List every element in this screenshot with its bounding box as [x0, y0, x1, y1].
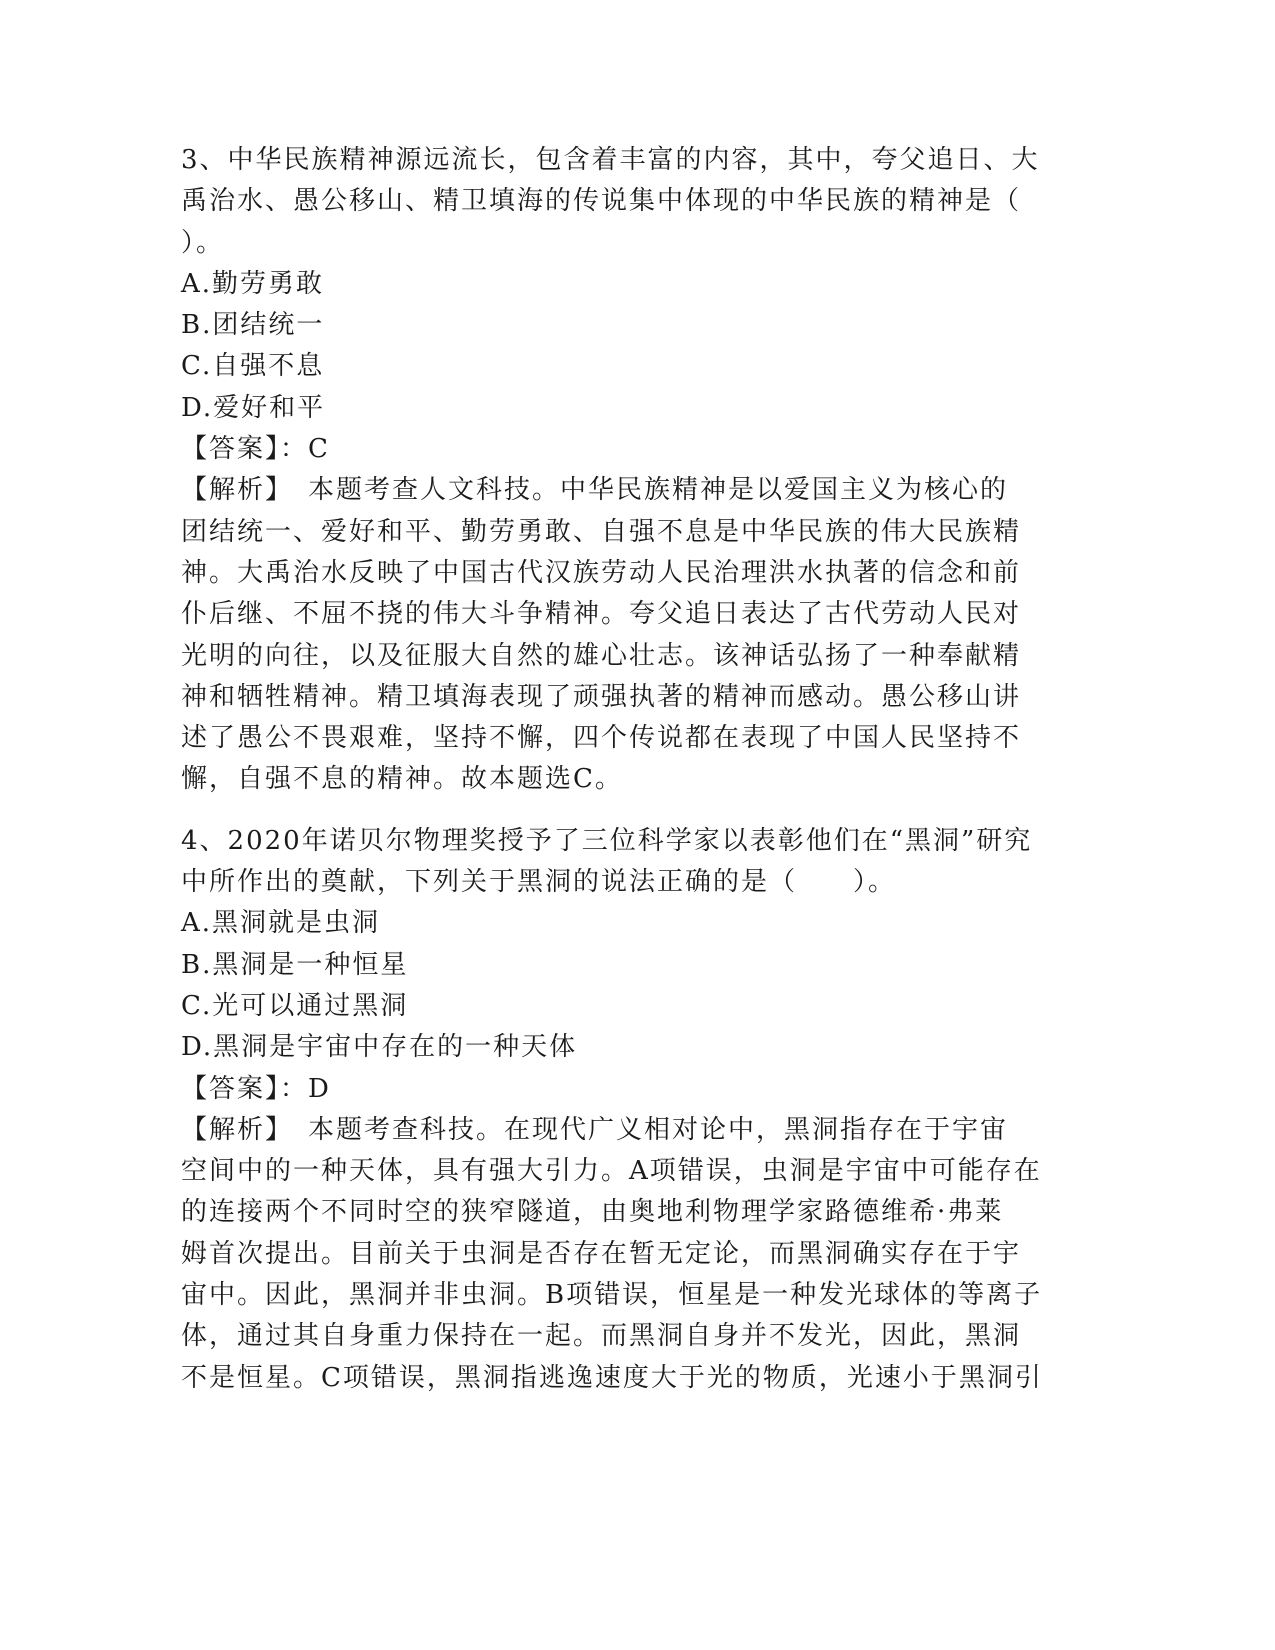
option-c: C.自强不息: [181, 351, 325, 382]
option-b: B.团结统一: [181, 310, 325, 341]
question-3: [181, 140, 1041, 801]
analysis-line: 【解析】 本题考查科技。在现代广义相对论中，黑洞指存在于宇宙: [181, 1114, 1009, 1145]
analysis-line: 宙中。因此，黑洞并非虫洞。B项错误，恒星是一种发光球体的等离子: [181, 1280, 1043, 1311]
question-stem-line: 3、中华民族精神源远流长，包含着丰富的内容，其中，夸父追日、大: [181, 145, 1040, 175]
analysis-line: 不是恒星。C项错误，黑洞指逃逸速度大于光的物质，光速小于黑洞引: [181, 1362, 1043, 1393]
analysis-line: 的连接两个不同时空的狭窄隧道，由奥地利物理学家路德维希·弗莱: [181, 1197, 1004, 1228]
question-stem-line: 禹治水、愚公移山、精卫填海的传说集中体现的中华民族的精神是（: [181, 186, 1022, 217]
option-d: D.黑洞是宇宙中存在的一种天体: [181, 1032, 578, 1063]
analysis-line: 仆后继、不屈不挠的伟大斗争精神。夸父追日表达了古代劳动人民对: [181, 599, 1022, 630]
option-a: A.勤劳勇敢: [181, 268, 325, 299]
answer-line: 【答案】：C: [181, 434, 330, 465]
question-stem-line: 4、2020年诺贝尔物理奖授予了三位科学家以表彰他们在“黑洞”研究: [181, 825, 1033, 856]
analysis-line: 懈，自强不息的精神。故本题选C。: [181, 764, 623, 795]
answer-line: 【答案】：D: [181, 1073, 331, 1104]
document-page: [181, 140, 1041, 1399]
analysis-line: 神和牺牲精神。精卫填海表现了顽强执著的精神而感动。愚公移山讲: [181, 681, 1022, 712]
question-stem-line: ）。: [181, 227, 225, 258]
analysis-line: 体，通过其自身重力保持在一起。而黑洞自身并不发光，因此，黑洞: [181, 1321, 1022, 1352]
analysis-line: 【解析】 本题考查人文科技。中华民族精神是以爱国主义为核心的: [181, 475, 1009, 506]
question-stem-line: 中所作出的奠献，下列关于黑洞的说法正确的是（ ）。: [181, 867, 897, 898]
analysis-line: 空间中的一种天体，具有强大引力。A项错误，虫洞是宇宙中可能存在: [181, 1156, 1042, 1187]
option-c: C.光可以通过黑洞: [181, 990, 409, 1021]
analysis-line: 述了愚公不畏艰难，坚持不懈，四个传说都在表现了中国人民坚持不: [181, 723, 1022, 754]
question-spacer: [181, 801, 1041, 821]
option-a: A.黑洞就是虫洞: [181, 908, 381, 939]
analysis-line: 神。大禹治水反映了中国古代汉族劳动人民治理洪水执著的信念和前: [181, 557, 1022, 588]
question-4: [181, 821, 1041, 1399]
option-b: B.黑洞是一种恒星: [181, 949, 409, 980]
analysis-line: 姆首次提出。目前关于虫洞是否存在暂无定论，而黑洞确实存在于宇: [181, 1238, 1022, 1269]
option-d: D.爱好和平: [181, 392, 326, 423]
analysis-line: 团结统一、爱好和平、勤劳勇敢、自强不息是中华民族的伟大民族精: [181, 516, 1022, 547]
analysis-line: 光明的向往，以及征服大自然的雄心壮志。该神话弘扬了一种奉献精: [181, 640, 1022, 671]
